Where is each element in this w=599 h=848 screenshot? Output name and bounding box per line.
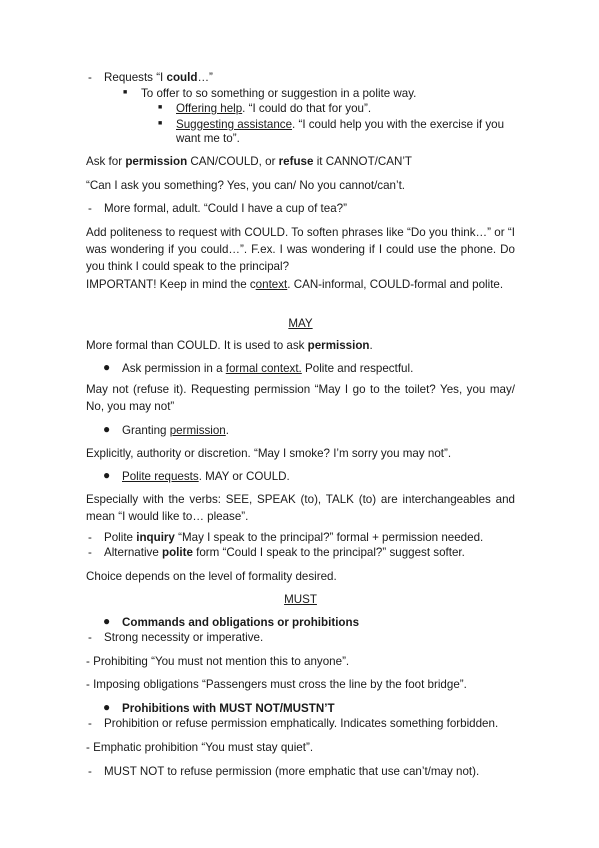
square-bullet-icon: ■ xyxy=(123,89,128,96)
politeness-paragraph: Add politeness to request with COULD. To soften phrases like “Do you think…” or “I was wondering if you could…”. F.ex. I was wondering if I could use the phone. Do you think I could speak to the principal? xyxy=(86,226,515,273)
requests-could-line: Requests “I could…” xyxy=(104,71,213,84)
must-bullet-prohibitions: Prohibitions with MUST NOT/MUSTN’T xyxy=(122,702,335,715)
suggesting-assistance-continuation: want me to”. xyxy=(176,132,240,145)
offer-suggestion-line: To offer to so something or suggestion in a polite way. xyxy=(141,87,417,100)
may-choice: Choice depends on the level of formality desired. xyxy=(86,570,337,583)
may-explicit: Explicitly, authority or discretion. “May I smoke? I’m sorry you may not”. xyxy=(86,447,452,460)
may-intro: More formal than COULD. It is used to ask permission. xyxy=(86,339,373,352)
must-heading: MUST xyxy=(284,593,317,606)
may-heading: MAY xyxy=(288,317,313,330)
bullet-icon: ● xyxy=(103,468,111,482)
suggesting-assistance-line: Suggesting assistance. “I could help you with the exercise if you xyxy=(176,118,505,131)
must-refuse-line: Prohibition or refuse permission emphatically. Indicates something forbidden. xyxy=(104,717,499,730)
list-dash: - xyxy=(88,202,92,215)
square-bullet-icon: ■ xyxy=(158,120,163,127)
list-dash: - xyxy=(88,717,92,730)
bullet-icon: ● xyxy=(103,422,111,436)
must-imposing: - Imposing obligations “Passengers must cross the line by the foot bridge”. xyxy=(86,678,467,691)
must-not-refuse: MUST NOT to refuse permission (more emphatic that use can’t/may not). xyxy=(104,765,480,778)
may-bullet-formal-context: Ask permission in a formal context. Polite and respectful. xyxy=(122,362,414,375)
may-alternative-polite: Alternative polite form “Could I speak to the principal?” suggest softer. xyxy=(104,546,465,559)
permission-line: Ask for permission CAN/COULD, or refuse it CANNOT/CAN’T xyxy=(86,155,413,168)
must-bullet-commands: Commands and obligations or prohibitions xyxy=(122,616,360,629)
must-prohibiting: - Prohibiting “You must not mention this to anyone”. xyxy=(86,655,350,668)
may-especially-paragraph: Especially with the verbs: SEE, SPEAK (to), TALK (to) are interchangeables and mean “I would like to… please”. xyxy=(86,493,515,523)
can-example: “Can I ask you something? Yes, you can/ No you cannot/can’t. xyxy=(86,179,406,192)
must-strong-necessity: Strong necessity or imperative. xyxy=(104,631,264,644)
list-dash: - xyxy=(88,631,92,644)
bullet-icon: ● xyxy=(103,700,111,714)
list-dash: - xyxy=(88,765,92,778)
offering-help-line: Offering help. “I could do that for you”. xyxy=(176,102,372,115)
must-emphatic: - Emphatic prohibition “You must stay quiet”. xyxy=(86,741,314,754)
important-paragraph: IMPORTANT! Keep in mind the context. CAN-informal, COULD-formal and polite. xyxy=(86,278,504,291)
bullet-icon: ● xyxy=(103,360,111,374)
may-bullet-granting: Granting permission. xyxy=(122,424,229,437)
may-refuse-paragraph: May not (refuse it). Requesting permission “May I go to the toilet? Yes, you may/ No, you may not” xyxy=(86,383,515,413)
formal-adult-line: More formal, adult. “Could I have a cup of tea?” xyxy=(104,202,347,215)
square-bullet-icon: ■ xyxy=(158,104,163,111)
list-dash: - xyxy=(88,531,92,544)
bullet-icon: ● xyxy=(103,614,111,628)
list-dash: - xyxy=(88,546,92,559)
list-dash: - xyxy=(88,71,92,84)
may-bullet-polite-requests: Polite requests. MAY or COULD. xyxy=(122,470,290,483)
may-polite-inquiry: Polite inquiry “May I speak to the principal?” formal + permission needed. xyxy=(104,531,484,544)
